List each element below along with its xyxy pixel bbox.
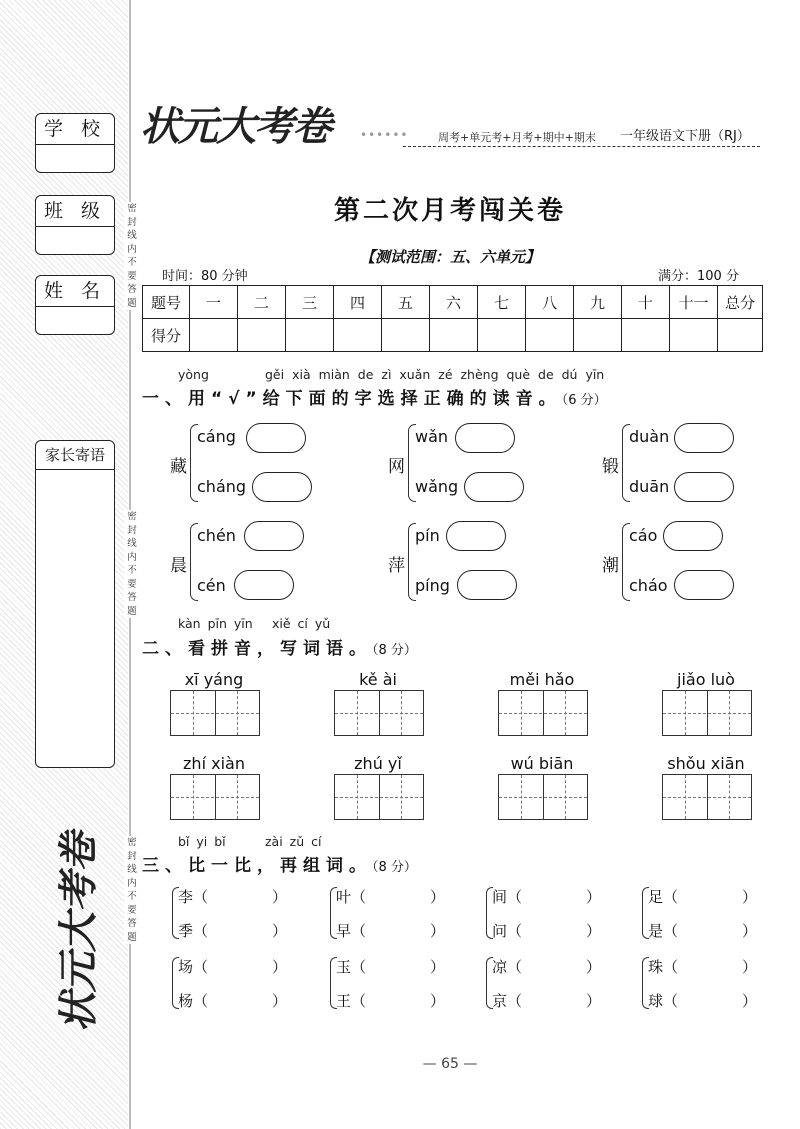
score-header-cell: 十一: [670, 286, 718, 319]
score-header-cell: 七: [478, 286, 526, 319]
answer-cloud[interactable]: [464, 472, 524, 502]
answer-cloud[interactable]: [234, 570, 294, 600]
q3-word-line[interactable]: 凉（ ）: [492, 958, 602, 976]
q2-pinyin-1: kàn pīn yīn: [178, 616, 253, 631]
exam-time: 时间：80 分钟: [162, 269, 248, 284]
writing-grid[interactable]: [334, 690, 424, 736]
answer-cloud[interactable]: [455, 423, 515, 453]
q1-char: 藏: [170, 457, 187, 477]
q2-word-pinyin: měi hǎo: [509, 670, 575, 689]
q3-pinyin-2: zài zǔ cí: [265, 834, 322, 849]
score-input-cell[interactable]: [526, 319, 574, 352]
q2-word-pinyin: jiǎo luò: [677, 670, 735, 689]
seal-notice-1: 密 封 线 内 不 要 答 题: [124, 202, 140, 310]
answer-cloud[interactable]: [252, 472, 312, 502]
answer-cloud[interactable]: [663, 521, 723, 551]
q2-pinyin-2: xiě cí yǔ: [272, 616, 331, 631]
q1-char: 网: [388, 457, 405, 477]
score-header-cell: 二: [238, 286, 286, 319]
score-input-cell[interactable]: [622, 319, 670, 352]
writing-grid[interactable]: [334, 774, 424, 820]
score-header-cell: 一: [190, 286, 238, 319]
q1-char: 晨: [170, 556, 187, 576]
q2-word-pinyin: kě ài: [359, 670, 397, 689]
q1-option: cháng: [197, 477, 247, 496]
q2-instruction: 二、看拼音，写词语。（8 分）: [142, 639, 417, 659]
q3-pinyin-1: bǐ yi bǐ: [178, 834, 226, 849]
q3-word-line[interactable]: 间（ ）: [492, 888, 602, 906]
school-label: 学 校: [36, 114, 114, 145]
score-header-cell: 十: [622, 286, 670, 319]
q1-option: wǎng: [415, 477, 459, 496]
school-box[interactable]: [35, 113, 115, 173]
answer-cloud[interactable]: [674, 423, 734, 453]
score-header-cell: 三: [286, 286, 334, 319]
name-label: 姓 名: [36, 276, 114, 307]
q1-option: pín: [415, 526, 440, 545]
writing-grid[interactable]: [498, 774, 588, 820]
q3-word-line[interactable]: 早（ ）: [336, 922, 446, 940]
q1-pinyin-2: gěi xià miàn de zì xuǎn zé zhèng què de dú yīn: [265, 367, 605, 382]
q3-word-line[interactable]: 是（ ）: [648, 922, 758, 940]
score-header-cell: 总分: [718, 286, 763, 319]
parent-message-box[interactable]: [35, 440, 115, 768]
q3-word-line[interactable]: 叶（ ）: [336, 888, 446, 906]
exam-types: 周考+单元考+月考+期中+期末: [438, 131, 596, 144]
score-input-cell[interactable]: [238, 319, 286, 352]
writing-grid[interactable]: [170, 774, 260, 820]
q1-option: duàn: [629, 427, 670, 446]
writing-grid[interactable]: [498, 690, 588, 736]
header-dots: ••••••: [360, 128, 409, 142]
score-input-cell[interactable]: [670, 319, 718, 352]
q1-char: 潮: [602, 556, 619, 576]
score-input-cell[interactable]: [334, 319, 382, 352]
q1-option: cháo: [629, 576, 668, 595]
score-table-score-row: [143, 319, 763, 352]
score-input-cell[interactable]: [382, 319, 430, 352]
score-table: [142, 285, 763, 352]
parent-message-label: 家长寄语: [36, 441, 114, 470]
q3-word-line[interactable]: 杨（ ）: [178, 992, 288, 1010]
score-header-cell: 题号: [143, 286, 190, 319]
q3-word-line[interactable]: 王（ ）: [336, 992, 446, 1010]
q2-word-pinyin: xī yáng: [184, 670, 244, 689]
q3-word-line[interactable]: 足（ ）: [648, 888, 758, 906]
header-divider: [403, 146, 760, 147]
answer-cloud[interactable]: [246, 423, 306, 453]
q2-word-pinyin: zhí xiàn: [183, 754, 245, 773]
q3-word-line[interactable]: 李（ ）: [178, 888, 288, 906]
q2-word-pinyin: zhú yǐ: [354, 754, 402, 773]
q3-instruction: 三、比一比，再组词。（8 分）: [142, 856, 417, 876]
class-label: 班 级: [36, 196, 114, 227]
q3-word-line[interactable]: 玉（ ）: [336, 958, 446, 976]
full-score: 满分：100 分: [658, 269, 739, 284]
seal-notice-2: 密 封 线 内 不 要 答 题: [124, 510, 140, 618]
page-number: — 65 —: [422, 1056, 478, 1072]
writing-grid[interactable]: [662, 690, 752, 736]
test-scope: 【测试范围：五、六单元】: [359, 248, 540, 266]
q1-option: cáng: [197, 427, 236, 446]
answer-cloud[interactable]: [674, 472, 734, 502]
q3-word-line[interactable]: 珠（ ）: [648, 958, 758, 976]
score-table-header-row: [143, 286, 763, 319]
q1-char: 锻: [602, 457, 619, 477]
score-header-cell: 八: [526, 286, 574, 319]
score-input-cell[interactable]: [574, 319, 622, 352]
q3-word-line[interactable]: 问（ ）: [492, 922, 602, 940]
q1-option: wǎn: [415, 427, 449, 446]
q1-option: duān: [629, 477, 670, 496]
score-input-cell[interactable]: [430, 319, 478, 352]
q1-option: chén: [197, 526, 236, 545]
name-box[interactable]: [35, 275, 115, 335]
sidebar-logo-text: 状元大考卷: [55, 832, 102, 1032]
answer-cloud[interactable]: [244, 521, 304, 551]
score-input-cell[interactable]: [286, 319, 334, 352]
page-title: 第二次月考闯关卷: [333, 196, 566, 226]
writing-grid[interactable]: [170, 690, 260, 736]
q1-option: píng: [415, 576, 450, 595]
score-input-cell[interactable]: [718, 319, 763, 352]
writing-grid[interactable]: [662, 774, 752, 820]
score-input-cell[interactable]: [478, 319, 526, 352]
q2-word-pinyin: wú biān: [510, 754, 574, 773]
q1-char: 萍: [388, 556, 405, 576]
answer-cloud[interactable]: [457, 570, 517, 600]
score-input-cell[interactable]: [190, 319, 238, 352]
score-header-cell: 九: [574, 286, 622, 319]
sidebar-logo: [40, 800, 110, 1040]
header-logo: 状元大考卷: [140, 103, 330, 150]
score-header-cell: 六: [430, 286, 478, 319]
score-row-label: 得分: [143, 319, 190, 352]
score-header-cell: 四: [334, 286, 382, 319]
seal-notice-3: 密 封 线 内 不 要 答 题: [124, 836, 140, 944]
answer-cloud[interactable]: [446, 521, 506, 551]
grade-book: 一年级语文下册（RJ）: [620, 129, 750, 144]
q3-word-line[interactable]: 京（ ）: [492, 992, 602, 1010]
q3-word-line[interactable]: 场（ ）: [178, 958, 288, 976]
q2-word-pinyin: shǒu xiān: [667, 754, 745, 773]
score-header-cell: 五: [382, 286, 430, 319]
answer-cloud[interactable]: [674, 570, 734, 600]
q3-word-line[interactable]: 季（ ）: [178, 922, 288, 940]
q1-option: cén: [197, 576, 226, 595]
q3-word-line[interactable]: 球（ ）: [648, 992, 758, 1010]
q1-pinyin-1: yòng: [178, 367, 209, 382]
q1-option: cáo: [629, 526, 658, 545]
q1-instruction: 一、用“√”给下面的字选择正确的读音。（6 分）: [142, 389, 607, 409]
